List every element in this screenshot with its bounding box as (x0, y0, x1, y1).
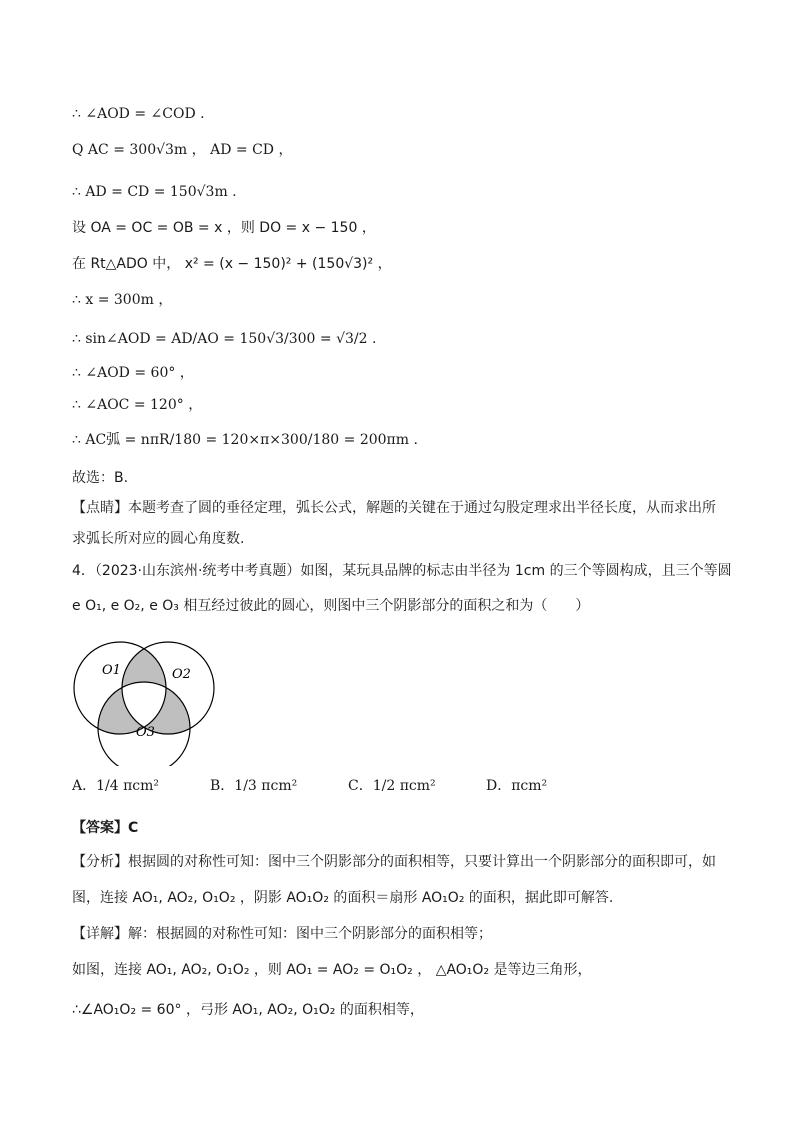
option-c[interactable]: C．1/2 πcm² (348, 778, 436, 794)
analysis-line: 图，连接 AO₁, AO₂, O₁O₂ ，阴影 AO₁O₂ 的面积＝扇形 AO₁O₂ 的面积，据此即可解答. (72, 890, 614, 906)
text-line: ∴ sin∠AOD = AD/AO = 150√3/300 = √3/2 . (72, 331, 377, 347)
text-line: 设 OA = OC = OB = x ，则 DO = x − 150 ， (72, 220, 376, 236)
label-o2: O2 (172, 667, 191, 682)
label-o3: O3 (136, 725, 155, 740)
option-b[interactable]: B．1/3 πcm² (210, 778, 298, 794)
text-line: ∴ x = 300m ， (72, 292, 173, 308)
text-line: 求弧长所对应的圆心角度数. (72, 531, 245, 547)
answer-line: 【答案】C (72, 820, 139, 836)
text-line: Q AC = 300√3m ， AD = CD ， (72, 142, 293, 158)
text-line: ∴ AD = CD = 150√3m . (72, 184, 237, 200)
three-circles-figure (68, 628, 228, 766)
text-line: 4．（2023·山东滨州·统考中考真题）如图，某玩具品牌的标志由半径为 1cm 的三个等圆构成，且三个等圆 (72, 563, 732, 579)
text-line: 【点睛】本题考查了圆的垂径定理，弧长公式，解题的关键在于通过勾股定理求出半径长度，从而求出所 (72, 500, 716, 516)
option-a[interactable]: A．1/4 πcm² (72, 778, 160, 794)
text-line: ∴ AC弧 = nπR/180 = 120×π×300/180 = 200πm . (72, 432, 418, 448)
detail-line: ∴∠AO₁O₂ = 60° ，弓形 AO₁, AO₂, O₁O₂ 的面积相等， (72, 1002, 424, 1018)
label-o1: O1 (102, 663, 121, 678)
detail-line: 【详解】解：根据圆的对称性可知：图中三个阴影部分的面积相等； (72, 926, 492, 942)
option-d[interactable]: D．πcm² (486, 778, 548, 794)
text-line: 故选：B. (72, 470, 129, 486)
text-line: ∴ ∠AOC = 120° ， (72, 397, 203, 413)
text-line: ∴ ∠AOD = ∠COD . (72, 106, 205, 122)
text-line: e O₁, e O₂, e O₃ 相互经过彼此的圆心，则图中三个阴影部分的面积之和为（ ） (72, 598, 590, 614)
text-line: ∴ ∠AOD = 60° ， (72, 365, 194, 381)
detail-line: 如图，连接 AO₁, AO₂, O₁O₂ ，则 AO₁ = AO₂ = O₁O₂ ， △AO₁O₂ 是等边三角形， (72, 962, 592, 978)
analysis-line: 【分析】根据圆的对称性可知：图中三个阴影部分的面积相等，只要计算出一个阴影部分的面积即可，如 (72, 854, 716, 870)
text-line: 在 Rt△ADO 中， x² = (x − 150)² + (150√3)² ， (72, 256, 392, 272)
